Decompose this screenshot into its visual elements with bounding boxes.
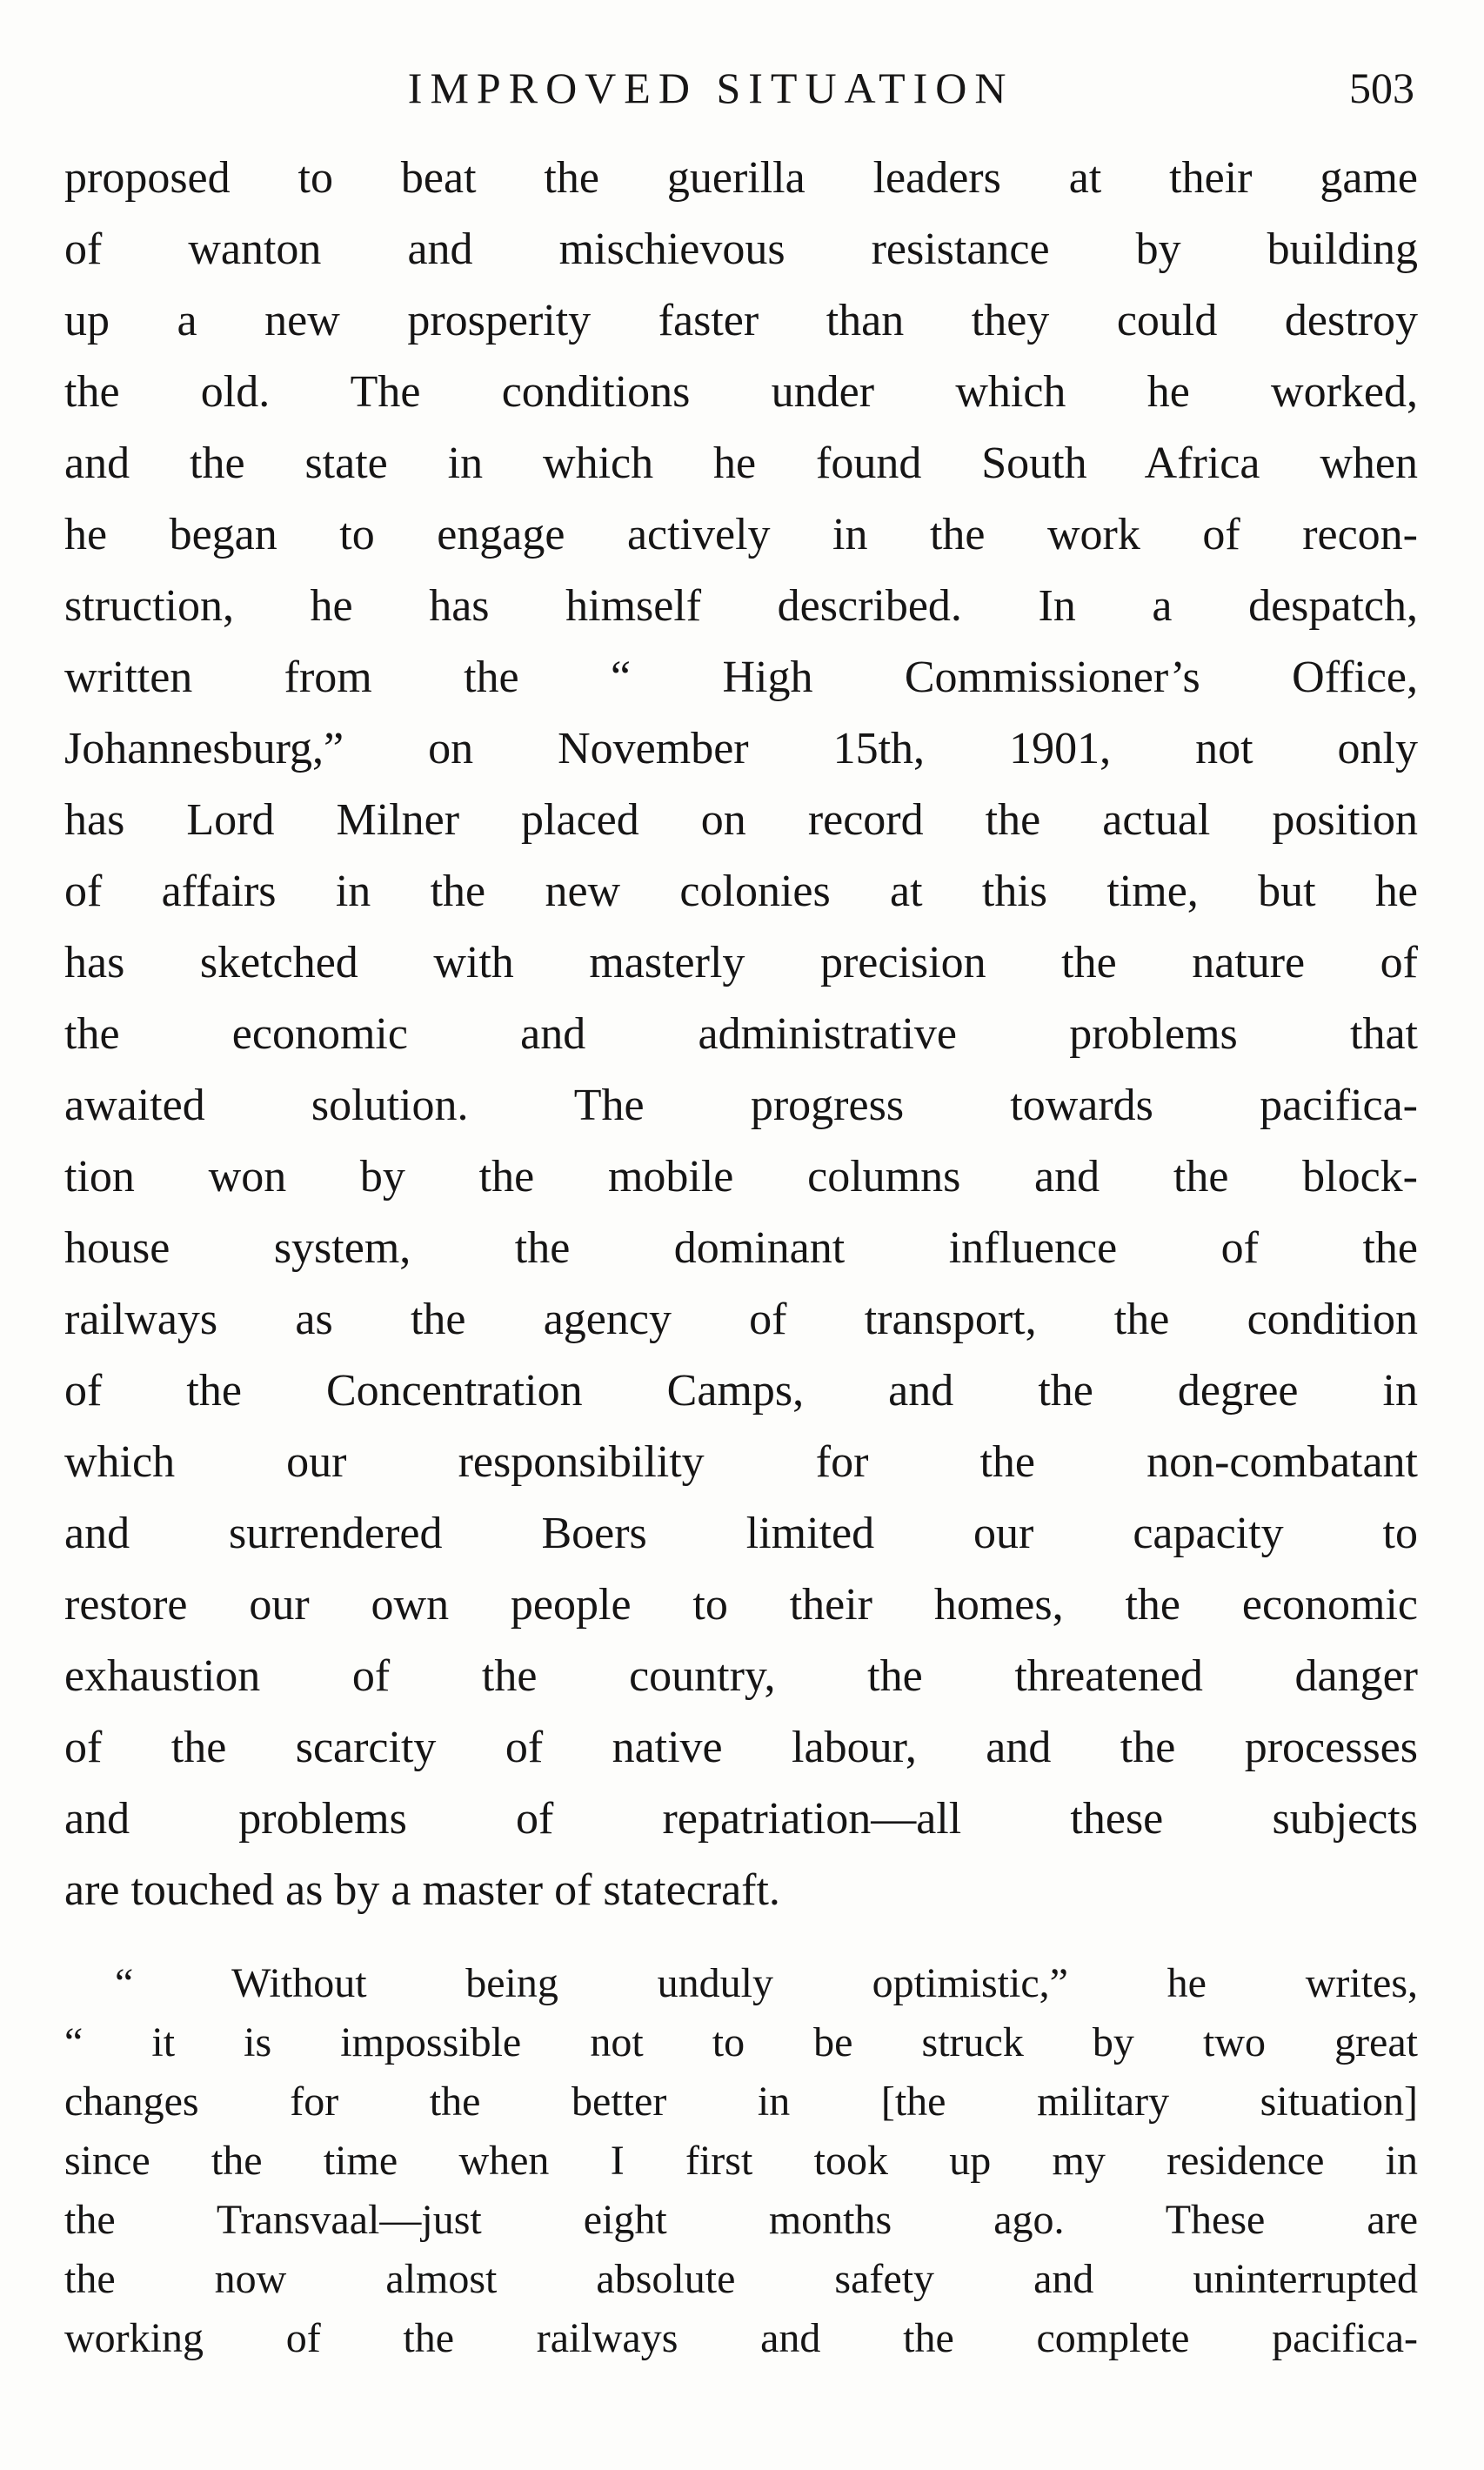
running-header xyxy=(64,63,1418,120)
text-line: the economic and administrative problems that xyxy=(64,1009,1418,1059)
quoted-paragraph xyxy=(64,1954,1418,2368)
header-title: IMPROVED SITUATION xyxy=(407,64,1014,112)
text-line: proposed to beat the guerilla leaders at their game xyxy=(64,153,1418,203)
text-line: up a new prosperity faster than they could destroy xyxy=(64,296,1418,345)
text-line: has sketched with masterly precision the nature of xyxy=(64,938,1418,987)
text-line: since the time when I first took up my residence in xyxy=(64,2138,1418,2184)
text-line: Johannesburg,” on November 15th, 1901, not only xyxy=(64,724,1418,773)
text-line: has Lord Milner placed on record the actual position xyxy=(64,795,1418,845)
text-line: and surrendered Boers limited our capacity to xyxy=(64,1509,1418,1558)
text-line: and the state in which he found South Africa when xyxy=(64,438,1418,488)
text-line: restore our own people to their homes, the economic xyxy=(64,1580,1418,1630)
text-line: of wanton and mischievous resistance by building xyxy=(64,224,1418,274)
text-line: of the Concentration Camps, and the degree in xyxy=(64,1366,1418,1416)
text-line: railways as the agency of transport, the condition xyxy=(64,1295,1418,1344)
text-line: the Transvaal—just eight months ago. These are xyxy=(64,2197,1418,2243)
text-line: the now almost absolute safety and uninterrupted xyxy=(64,2256,1418,2302)
text-line: awaited solution. The progress towards pacifica- xyxy=(64,1081,1418,1130)
text-line: house system, the dominant influence of the xyxy=(64,1223,1418,1273)
text-line: tion won by the mobile columns and the block- xyxy=(64,1152,1418,1202)
paragraph xyxy=(64,143,1418,1926)
page-number: 503 xyxy=(1349,64,1414,112)
text-line: “ Without being unduly optimistic,” he writes, xyxy=(115,1960,1418,2006)
text-line: are touched as by a master of statecraft. xyxy=(64,1865,780,1915)
text-line: “ it is impossible not to be struck by two great xyxy=(64,2019,1418,2065)
text-line: the old. The conditions under which he worked, xyxy=(64,367,1418,417)
text-line: he began to engage actively in the work of recon- xyxy=(64,510,1418,559)
text-line: working of the railways and the complete pacifica- xyxy=(64,2315,1418,2361)
text-line: written from the “ High Commissioner’s Office, xyxy=(64,653,1418,702)
text-line: of affairs in the new colonies at this time, but he xyxy=(64,867,1418,916)
text-line: changes for the better in [the military situation] xyxy=(64,2078,1418,2125)
text-line: and problems of repatriation—all these subjects xyxy=(64,1794,1418,1844)
text-line: which our responsibility for the non-combatant xyxy=(64,1437,1418,1487)
text-line: struction, he has himself described. In a despatch, xyxy=(64,581,1418,631)
text-line: of the scarcity of native labour, and the processes xyxy=(64,1723,1418,1772)
text-line: exhaustion of the country, the threatened danger xyxy=(64,1651,1418,1701)
text-body xyxy=(64,143,1418,2368)
